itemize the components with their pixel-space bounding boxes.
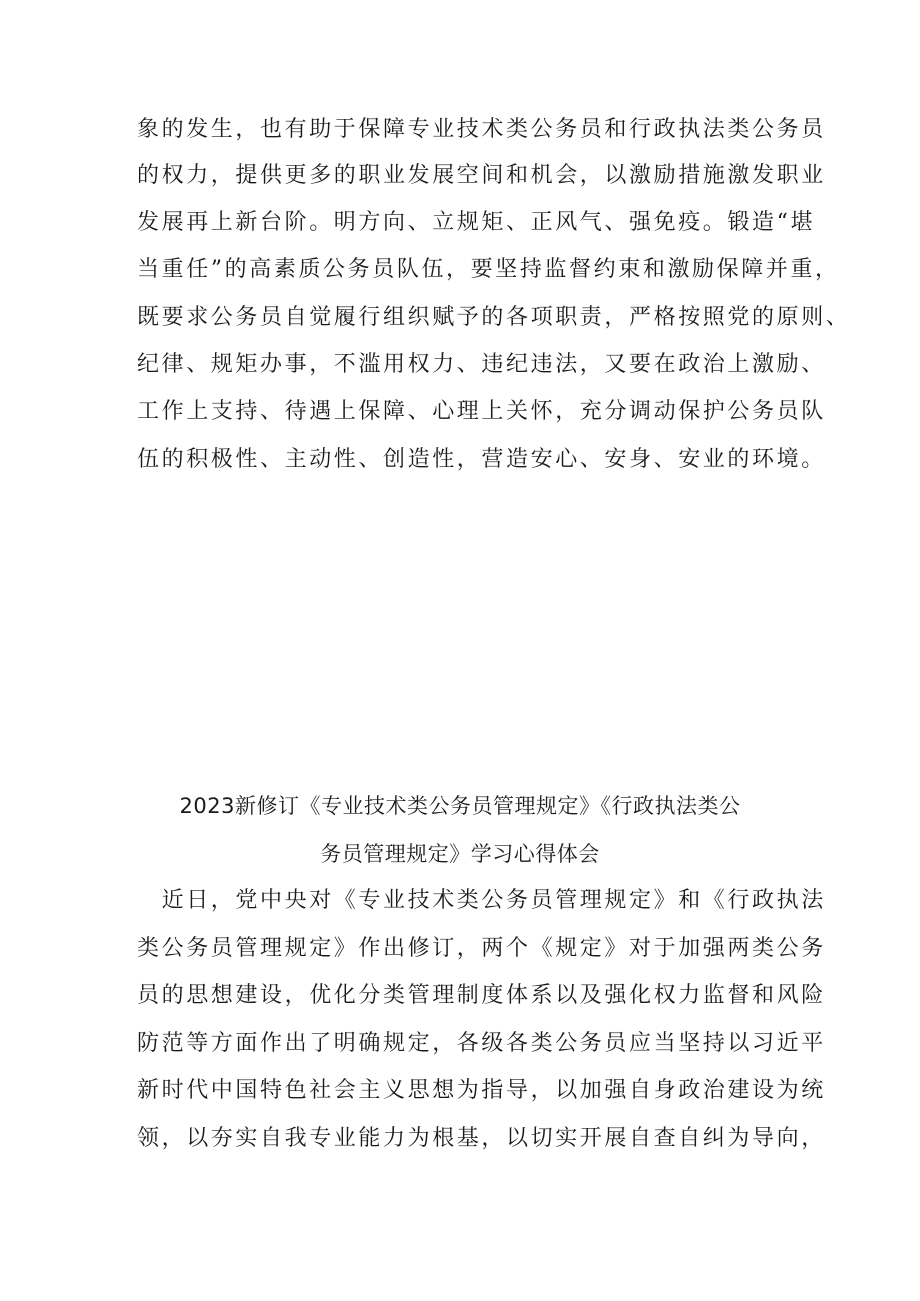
paragraph-line: 的权力，提供更多的职业发展空间和机会，以激励措施激发职业 — [137, 163, 826, 188]
article-title-line-1: 2023新修订《专业技术类公务员管理规定》《行政执法类公 — [179, 794, 741, 818]
paragraph-line: 既要求公务员自觉履行组织赋予的各项职责，严格按照党的原则、 — [137, 305, 851, 330]
paragraph-line: 发展再上新台阶。明方向、立规矩、正风气、强免疫。锻造“堪 — [137, 210, 816, 235]
paragraph-line: 当重任”的高素质公务员队伍，要坚持监督约束和激励保障并重， — [137, 257, 840, 282]
paragraph-line: 近日，党中央对《专业技术类公务员管理规定》和《行政执法 — [137, 888, 826, 913]
paragraph-line: 纪律、规矩办事，不滥用权力、违纪违法，又要在政治上激励、 — [137, 352, 826, 377]
paragraph-line: 工作上支持、待遇上保障、心理上关怀，充分调动保护公务员队 — [137, 399, 826, 424]
paragraph-line: 领，以夯实自我专业能力为根基，以切实开展自查自纠为导向， — [137, 1126, 826, 1151]
paragraph-line: 类公务员管理规定》作出修订，两个《规定》对于加强两类公务 — [137, 936, 826, 961]
paragraph-line: 员的思想建设，优化分类管理制度体系以及强化权力监督和风险 — [137, 983, 826, 1008]
paragraph-line: 新时代中国特色社会主义思想为指导，以加强自身政治建设为统 — [137, 1078, 826, 1103]
paragraph-line: 伍的积极性、主动性、创造性，营造安心、安身、安业的环境。 — [137, 447, 826, 472]
paragraph-line: 象的发生，也有助于保障专业技术类公务员和行政执法类公务员 — [137, 117, 826, 142]
article-title-line-2: 务员管理规定》学习心得体会 — [320, 842, 600, 866]
paragraph-line: 防范等方面作出了明确规定，各级各类公务员应当坚持以习近平 — [137, 1031, 826, 1056]
